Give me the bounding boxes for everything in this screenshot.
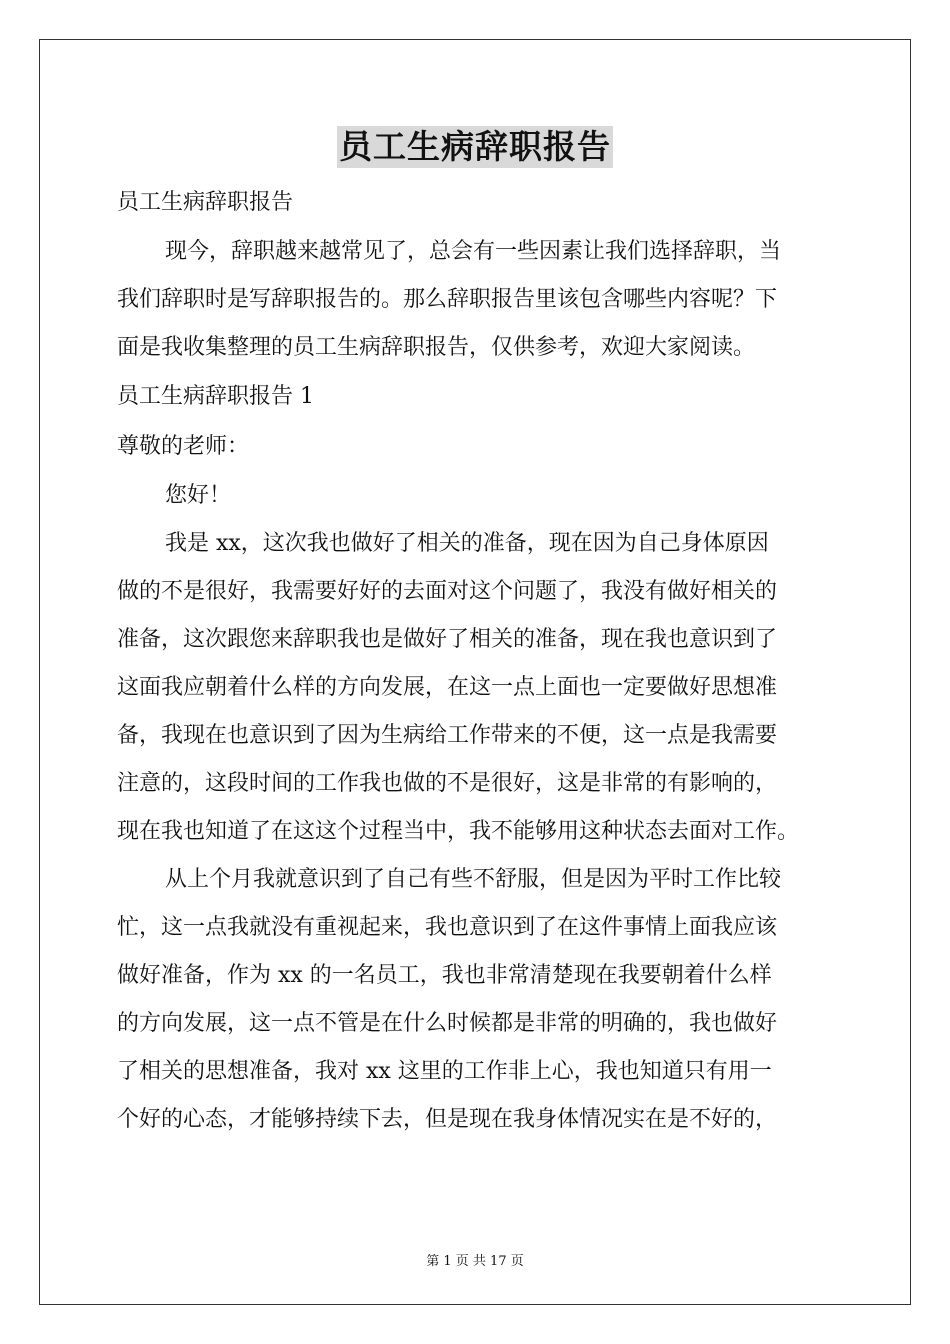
paragraph-line: 准备，这次跟您来辞职我也是做好了相关的准备，现在我也意识到了 <box>117 627 778 652</box>
section-heading: 员工生病辞职报告 1 <box>117 384 314 409</box>
paragraph-line: 个好的心态，才能够持续下去，但是现在我身体情况实在是不好的， <box>117 1107 778 1132</box>
document-title: 员工生病辞职报告 <box>339 127 611 166</box>
page-number-footer: 第 1 页 共 17 页 <box>426 1254 524 1269</box>
paragraph-line: 这面我应朝着什么样的方向发展，在这一点上面也一定要做好思想准 <box>117 675 778 700</box>
greeting: 您好！ <box>165 483 232 508</box>
paragraph-line: 现在我也知道了在这这个过程当中，我不能够用这种状态去面对工作。 <box>117 819 800 844</box>
document-body <box>117 178 837 1144</box>
paragraph-line: 面是我收集整理的员工生病辞职报告，仅供参考，欢迎大家阅读。 <box>117 335 756 360</box>
paragraph-line: 了相关的思想准备，我对 xx 这里的工作非上心，我也知道只有用一 <box>117 1059 772 1084</box>
paragraph-line: 我是 xx，这次我也做好了相关的准备，现在因为自己身体原因 <box>165 531 769 556</box>
paragraph-line: 从上个月我就意识到了自己有些不舒服，但是因为平时工作比较 <box>165 867 782 892</box>
subtitle-line: 员工生病辞职报告 <box>117 190 294 215</box>
title-container <box>0 126 950 168</box>
paragraph-line: 注意的，这段时间的工作我也做的不是很好，这是非常的有影响的， <box>117 771 778 796</box>
paragraph-line: 备，我现在也意识到了因为生病给工作带来的不便，这一点是我需要 <box>117 723 778 748</box>
paragraph-line: 做的不是很好，我需要好好的去面对这个问题了，我没有做好相关的 <box>117 579 778 604</box>
paragraph-line: 我们辞职时是写辞职报告的。那么辞职报告里该包含哪些内容呢？下 <box>117 287 778 312</box>
paragraph-line: 现今，辞职越来越常见了，总会有一些因素让我们选择辞职，当 <box>165 239 782 264</box>
paragraph-line: 忙，这一点我就没有重视起来，我也意识到了在这件事情上面我应该 <box>117 915 778 940</box>
paragraph-line: 的方向发展，这一点不管是在什么时候都是非常的明确的，我也做好 <box>117 1011 778 1036</box>
salutation: 尊敬的老师： <box>117 434 250 459</box>
paragraph-line: 做好准备，作为 xx 的一名员工，我也非常清楚现在我要朝着什么样 <box>117 963 772 988</box>
